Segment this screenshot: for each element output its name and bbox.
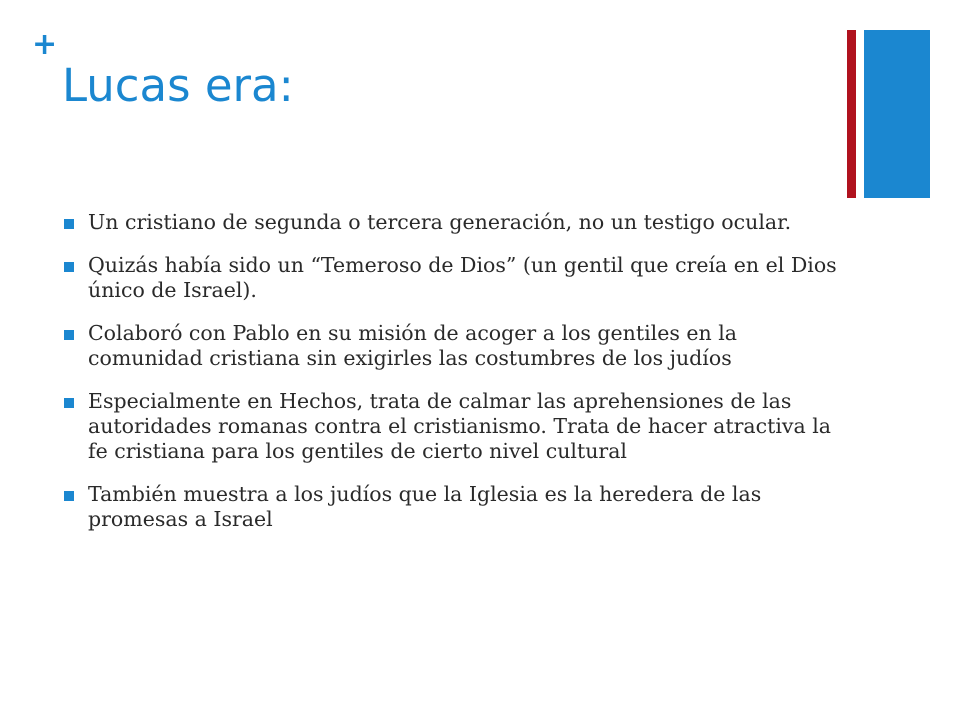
square-bullet-icon: [64, 491, 74, 501]
slide-title: Lucas era:: [62, 59, 294, 112]
bullet-item: [64, 321, 844, 371]
bullet-item: [64, 389, 844, 464]
bullet-text: Colaboró con Pablo en su misión de acoger a los gentiles en la comunidad cristiana sin exigirles las costumbres de los judíos: [88, 321, 737, 370]
plus-icon: +: [32, 27, 58, 62]
bullet-text: También muestra a los judíos que la Iglesia es la heredera de las promesas a Israel: [88, 482, 762, 531]
bullet-text: Quizás había sido un “Temeroso de Dios” (un gentil que creía en el Dios único de Israel).: [88, 253, 837, 302]
bullet-text: Especialmente en Hechos, trata de calmar las aprehensiones de las autoridades romanas contra el cristianismo. Trata de hacer atractiva la fe cristiana para los gentiles de cierto nivel cultural: [88, 389, 832, 463]
square-bullet-icon: [64, 262, 74, 272]
bullet-list: [64, 210, 844, 550]
accent-bar-blue: [864, 30, 930, 198]
bullet-item: [64, 210, 844, 235]
accent-bar-red: [847, 30, 856, 198]
square-bullet-icon: [64, 398, 74, 408]
square-bullet-icon: [64, 219, 74, 229]
bullet-item: [64, 253, 844, 303]
bullet-item: [64, 482, 844, 532]
square-bullet-icon: [64, 330, 74, 340]
bullet-text: Un cristiano de segunda o tercera generación, no un testigo ocular.: [88, 210, 792, 234]
